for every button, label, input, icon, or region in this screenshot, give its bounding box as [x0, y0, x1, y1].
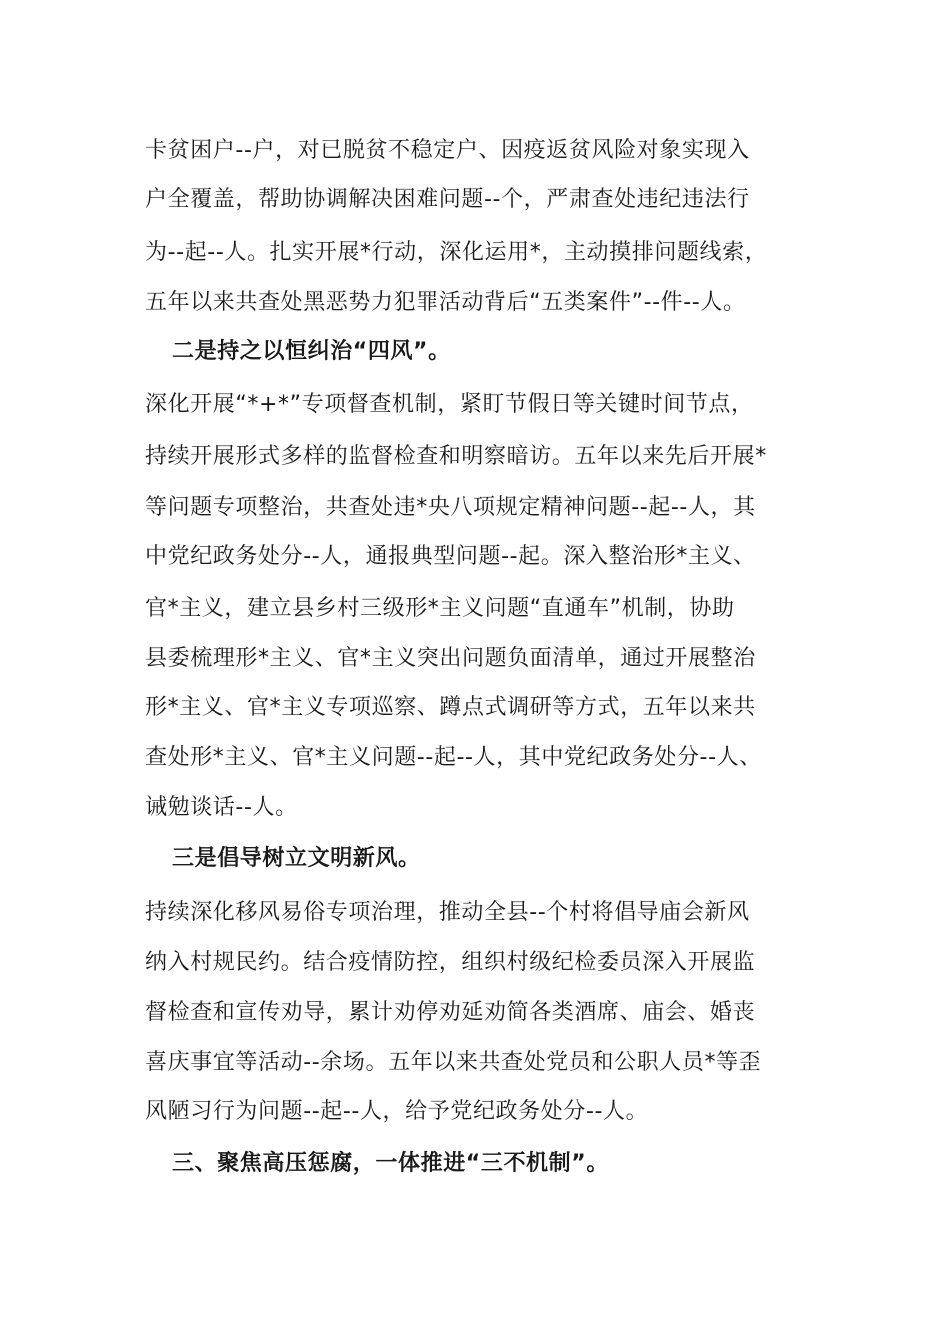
paragraph-line: 中党纪政务处分--人，通报典型问题--起。深入整治形*主义、 — [145, 544, 756, 569]
paragraph-line: 形*主义、官*主义专项巡察、蹲点式调研等方式，五年以来共 — [145, 695, 756, 720]
paragraph-line: 等问题专项整治，共查处违*央八项规定精神问题--起--人，其 — [145, 495, 756, 520]
paragraph-line: 持续开展形式多样的监督检查和明察暗访。五年以来先后开展* — [145, 444, 767, 469]
paragraph-line: 诫勉谈话--人。 — [145, 795, 298, 820]
paragraph-line: 持续深化移风易俗专项治理，推动全县--个村将倡导庙会新风 — [145, 900, 750, 925]
paragraph-line: 官*主义，建立县乡村三级形*主义问题“直通车”机制，协助 — [145, 596, 735, 621]
section-heading: 三、聚焦高压惩腐，一体推进“三不机制”。 — [172, 1151, 609, 1176]
paragraph-line: 为--起--人。扎实开展*行动，深化运用*，主动摸排问题线索， — [145, 240, 768, 265]
paragraph-line: 督检查和宣传劝导，累计劝停劝延劝简各类酒席、庙会、婚丧 — [145, 1000, 756, 1025]
paragraph-line: 纳入村规民约。结合疫情防控，组织村级纪检委员深入开展监 — [145, 950, 756, 975]
paragraph-line: 县委梳理形*主义、官*主义突出问题负面清单，通过开展整治 — [145, 646, 756, 671]
paragraph-line: 深化开展“*+*”专项督查机制，紧盯节假日等关键时间节点， — [145, 392, 754, 417]
section-heading: 三是倡导树立文明新风。 — [172, 846, 421, 871]
paragraph-line: 风陋习行为问题--起--人，给予党纪政务处分--人。 — [145, 1099, 649, 1124]
paragraph-line: 五年以来共查处黑恶势力犯罪活动背后“五类案件”--件--人。 — [145, 290, 746, 315]
section-heading: 二是持之以恒纠治“四风”。 — [172, 339, 451, 364]
paragraph-line: 查处形*主义、官*主义问题--起--人，其中党纪政务处分--人、 — [145, 745, 762, 770]
paragraph-line: 户全覆盖，帮助协调解决困难问题--个，严肃查处违纪违法行 — [145, 187, 750, 212]
paragraph-line: 喜庆事宜等活动--余场。五年以来共查处党员和公职人员*等歪 — [145, 1050, 762, 1075]
paragraph-line: 卡贫困户--户，对已脱贫不稳定户、因疫返贫风险对象实现入 — [145, 138, 750, 163]
